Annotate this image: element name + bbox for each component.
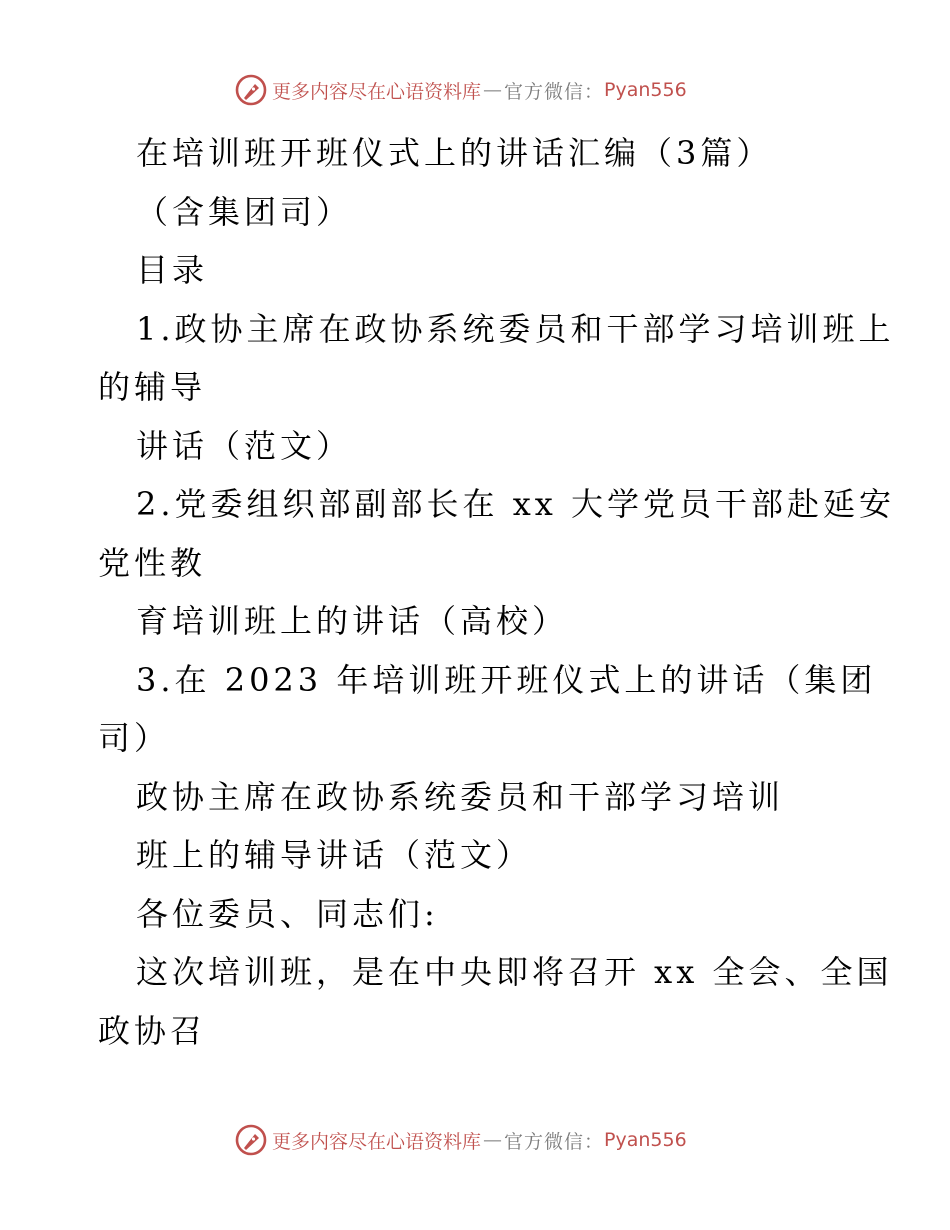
section-title-cont: 班上的辅导讲话（范文） bbox=[136, 836, 533, 874]
watermark-text: 更多内容尽在心语资料库 bbox=[272, 80, 482, 103]
toc-item-1-cont: 的辅导 bbox=[98, 368, 207, 406]
document-body bbox=[98, 124, 895, 1060]
watermark-id: Pyan556 bbox=[604, 79, 687, 101]
toc-item-1: 1.政协主席在政协系统委员和干部学习培训班上 bbox=[136, 309, 895, 348]
toc-item-1-cont-2: 讲话（范文） bbox=[136, 426, 353, 465]
watermark-id: Pyan556 bbox=[604, 1129, 687, 1151]
body-paragraph-cont: 政协召 bbox=[98, 1011, 207, 1050]
watermark-label: 官方微信： bbox=[504, 1130, 605, 1153]
header-watermark bbox=[234, 72, 687, 108]
footer-watermark bbox=[234, 1122, 687, 1158]
toc-item-2-cont-2: 育培训班上的讲话（高校） bbox=[136, 602, 569, 640]
watermark-label: 官方微信： bbox=[504, 80, 605, 103]
doc-title: 在培训班开班仪式上的讲话汇编（3篇） bbox=[136, 134, 773, 172]
pen-nib-logo-icon bbox=[234, 1123, 268, 1157]
doc-subtitle: （含集团司） bbox=[136, 192, 353, 231]
watermark-separator: — bbox=[483, 79, 503, 101]
body-paragraph: 这次培训班，是在中央即将召开 xx 全会、全国 bbox=[136, 953, 893, 991]
watermark-text: 更多内容尽在心语资料库 bbox=[272, 1130, 482, 1153]
toc-item-3-cont: 司） bbox=[98, 719, 171, 757]
toc-item-2: 2.党委组织部副部长在 xx 大学党员干部赴延安 bbox=[136, 485, 895, 523]
section-title: 政协主席在政协系统委员和干部学习培训 bbox=[136, 777, 785, 816]
toc-heading: 目录 bbox=[136, 251, 209, 289]
salutation: 各位委员、同志们: bbox=[136, 894, 439, 933]
toc-item-2-cont: 党性教 bbox=[98, 543, 207, 582]
pen-nib-logo-icon bbox=[234, 73, 268, 107]
toc-item-3: 3.在 2023 年培训班开班仪式上的讲话（集团 bbox=[136, 660, 877, 699]
watermark-separator: — bbox=[483, 1129, 503, 1151]
